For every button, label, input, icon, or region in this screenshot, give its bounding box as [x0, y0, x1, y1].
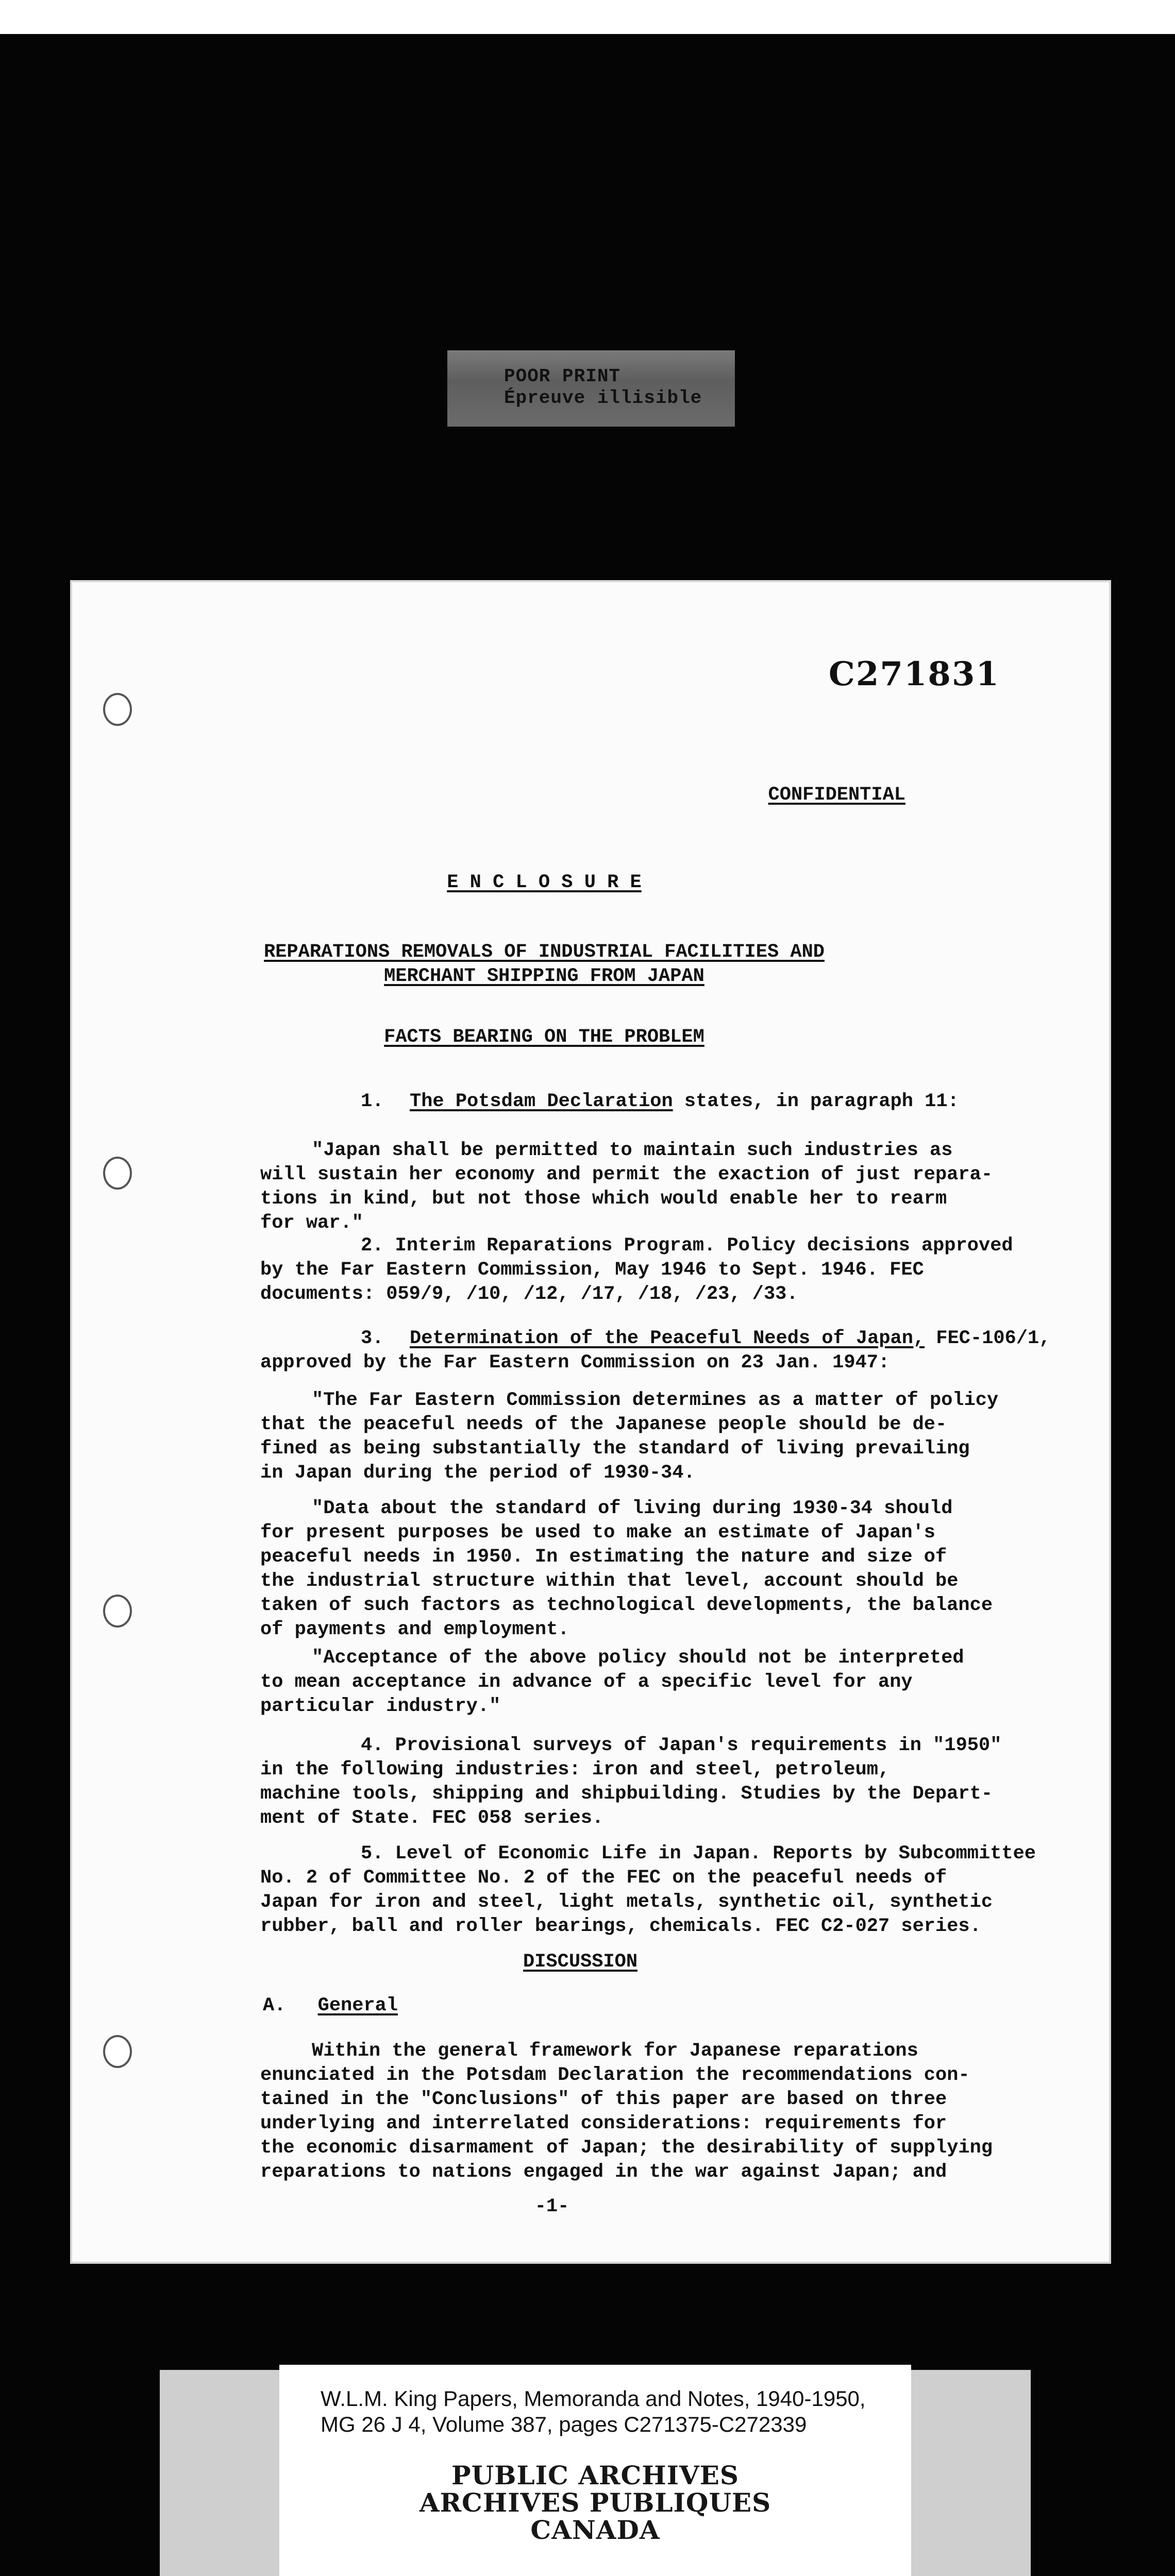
punch-hole [103, 693, 132, 726]
paragraph-number: 1. [361, 1091, 384, 1112]
punch-hole [103, 1157, 132, 1190]
quote-fec-3 [260, 1646, 1095, 1719]
poor-print-line1: POOR PRINT [504, 366, 621, 387]
paragraph-5 [260, 1842, 1095, 1939]
archive-stamp-line-3: CANADA [530, 2515, 660, 2545]
poor-print-line2: Épreuve illisible [504, 387, 702, 409]
paragraph-subject: The Potsdam Declaration [410, 1091, 673, 1112]
paragraph-line: ment of State. FEC 058 series. [260, 1807, 604, 1829]
title-line-2: MERCHANT SHIPPING FROM JAPAN [384, 965, 704, 987]
archive-stamp-line-2: ARCHIVES PUBLIQUES [419, 2487, 771, 2518]
paragraph-line: by the Far Eastern Commission, May 1946 to Sept. 1946. FEC [260, 1259, 924, 1281]
paragraph-line: in the following industries: iron and steel, petroleum, [260, 1759, 890, 1781]
quote-line: in Japan during the period of 1930-34. [260, 1462, 695, 1484]
quote-line: will sustain her economy and permit the exaction of just repara- [260, 1164, 993, 1185]
paragraph-line: the economic disarmament of Japan; the desirability of supplying [260, 2137, 993, 2159]
quote-line: that the peaceful needs of the Japanese people should be de- [260, 1414, 947, 1435]
paragraph-line: underlying and interrelated considerations: requirements for [260, 2113, 947, 2134]
paragraph-line: 4. Provisional surveys of Japan's requirements in "1950" [361, 1735, 1002, 1756]
paragraph-text: FEC-106/1, [936, 1328, 1051, 1349]
punch-hole [103, 1595, 132, 1628]
paragraph-subject: Determination of the Peaceful Needs of Japan, [410, 1328, 925, 1349]
paragraph-line: No. 2 of Committee No. 2 of the FEC on the peaceful needs of [260, 1867, 947, 1889]
quote-line: "Acceptance of the above policy should not be interpreted [312, 1647, 964, 1669]
section-title: General [317, 1995, 398, 2016]
document-number: C271831 [828, 655, 1000, 693]
quote-line: peaceful needs in 1950. In estimating the nature and size of [260, 1546, 947, 1568]
quote-line: "Data about the standard of living during 1930-34 should [312, 1498, 953, 1519]
classification: CONFIDENTIAL [768, 784, 905, 806]
discussion-paragraph [260, 2039, 1095, 2184]
quote-line: to mean acceptance in advance of a specific level for any [260, 1671, 913, 1693]
facts-heading: FACTS BEARING ON THE PROBLEM [384, 1026, 704, 1048]
quote-line: for present purposes be used to make an estimate of Japan's [260, 1522, 936, 1544]
quote-line: for war." [260, 1212, 363, 1234]
quote-line: taken of such factors as technological developments, the balance [260, 1595, 993, 1616]
archive-label-inner [279, 2365, 911, 2576]
paragraph-line: machine tools, shipping and shipbuilding. Studies by the Depart- [260, 1783, 993, 1805]
quote-line: the industrial structure within that level, account should be [260, 1570, 959, 1592]
paragraph-2 [260, 1234, 1095, 1307]
archive-reference-line-2: MG 26 J 4, Volume 387, pages C271375-C272339 [321, 2412, 807, 2436]
paragraph-line: Within the general framework for Japanese reparations [312, 2040, 918, 2062]
document-page [72, 582, 1109, 2262]
quote-line: of payments and employment. [260, 1619, 569, 1640]
section-a-heading [263, 1994, 398, 2018]
punch-hole [103, 2035, 132, 2068]
quote-line: fined as being substantially the standard of living prevailing [260, 1438, 970, 1460]
paragraph-line: rubber, ball and roller bearings, chemicals. FEC C2-027 series. [260, 1916, 981, 1937]
section-letter: A. [263, 1995, 286, 2016]
discussion-heading: DISCUSSION [523, 1951, 638, 1973]
paragraph-line: Japan for iron and steel, light metals, synthetic oil, synthetic [260, 1891, 993, 1913]
title-line-1: REPARATIONS REMOVALS OF INDUSTRIAL FACILITIES AND [264, 941, 825, 963]
quote-line: particular industry." [260, 1696, 501, 1717]
quote-potsdam [260, 1139, 1095, 1235]
paragraph-line: 2. Interim Reparations Program. Policy decisions approved [361, 1235, 1013, 1257]
archive-stamp-line-1: PUBLIC ARCHIVES [451, 2460, 739, 2490]
enclosure-heading: E N C L O S U R E [447, 872, 642, 893]
paragraph-line: enunciated in the Potsdam Declaration the recommendations con- [260, 2064, 970, 2086]
paragraph-line: approved by the Far Eastern Commission on 23 Jan. 1947: [260, 1352, 890, 1374]
quote-line: tions in kind, but not those which would enable her to rearm [260, 1188, 947, 1210]
quote-fec-1 [260, 1388, 1095, 1485]
paragraph-line: reparations to nations engaged in the war against Japan; and [260, 2161, 947, 2183]
page-number: -1- [534, 2196, 569, 2217]
paragraph-line: tained in the "Conclusions" of this paper are based on three [260, 2089, 947, 2110]
archive-reference-line-1: W.L.M. King Papers, Memoranda and Notes, 1940-1950, [321, 2386, 866, 2411]
paragraph-text: states, in paragraph 11: [684, 1091, 959, 1112]
quote-line: "Japan shall be permitted to maintain such industries as [312, 1140, 953, 1161]
archive-label [160, 2370, 1031, 2576]
paragraph-4 [260, 1734, 1095, 1831]
paragraph-1 [361, 1090, 1082, 1114]
quote-line: "The Far Eastern Commission determines as a matter of policy [312, 1389, 999, 1411]
paragraph-3 [260, 1327, 1095, 1375]
paragraph-line: 5. Level of Economic Life in Japan. Reports by Subcommittee [361, 1843, 1036, 1865]
poor-print-notice [447, 350, 735, 427]
quote-fec-2 [260, 1497, 1095, 1642]
paragraph-number: 3. [361, 1328, 384, 1349]
paragraph-line: documents: 059/9, /10, /12, /17, /18, /23, /33. [260, 1283, 798, 1305]
